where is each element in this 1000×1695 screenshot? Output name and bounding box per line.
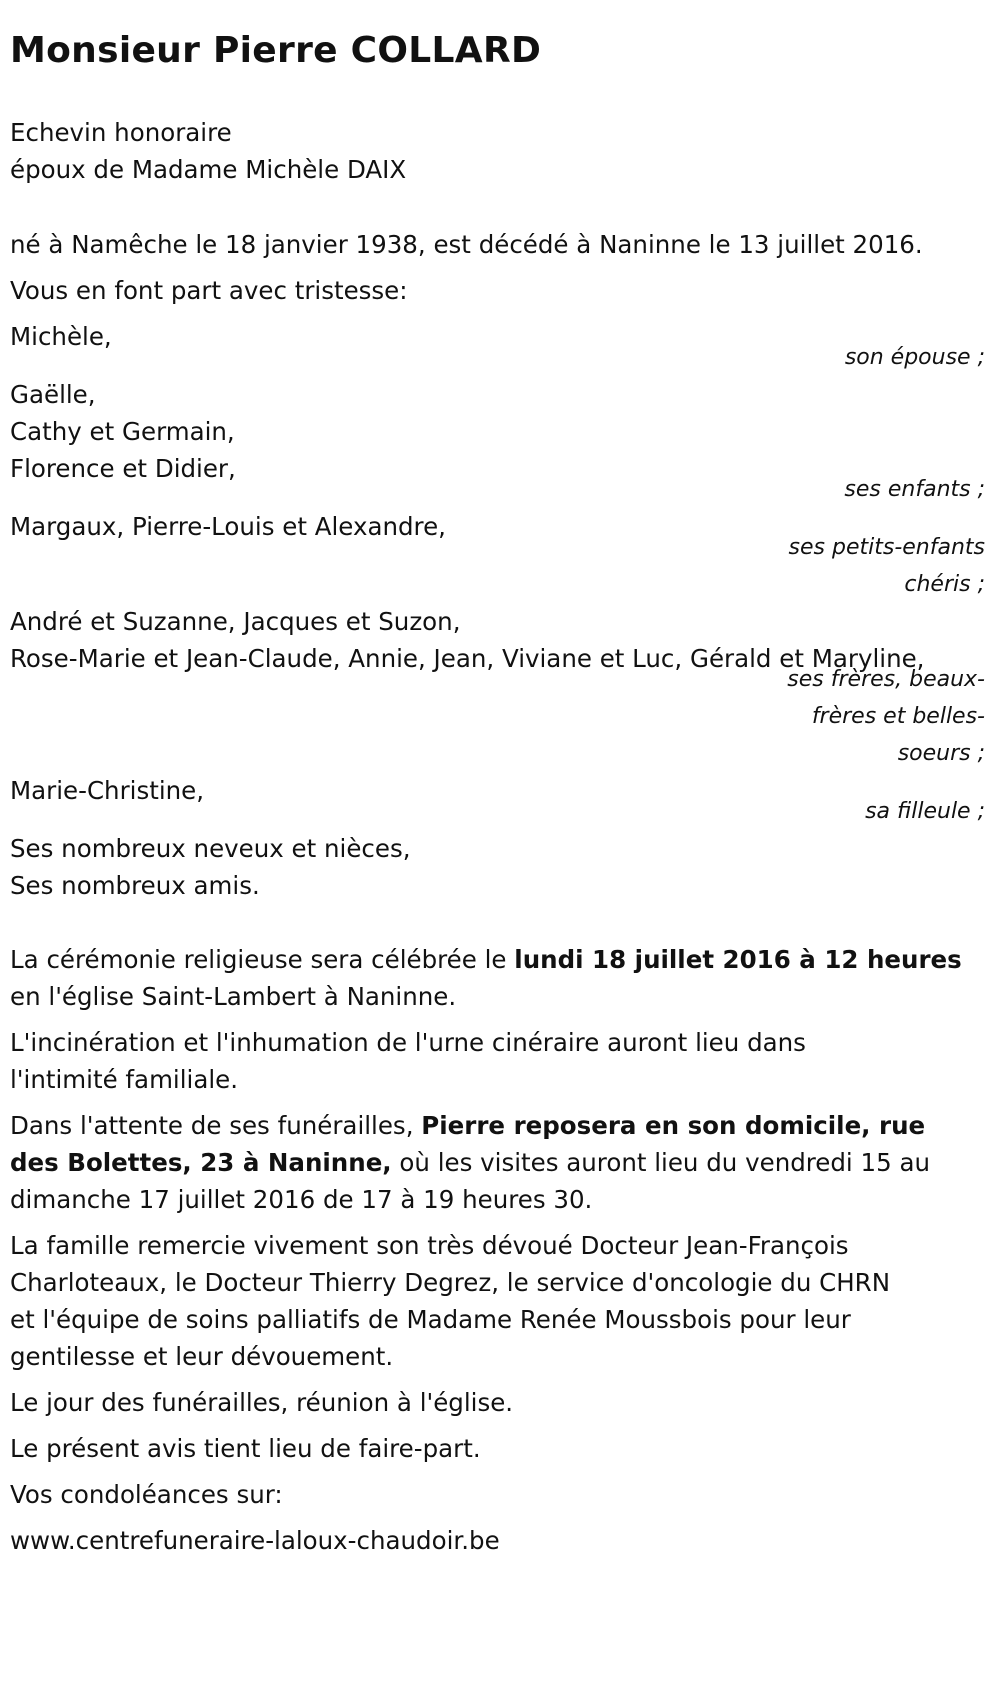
family-grandchildren-role: ses petits-enfants bbox=[788, 535, 985, 560]
thanks-line: Charloteaux, le Docteur Thierry Degrez, le service d'oncologie du CHRN bbox=[10, 1268, 891, 1297]
family-child: Florence et Didier, bbox=[10, 454, 236, 483]
page-title: Monsieur Pierre COLLARD bbox=[10, 30, 542, 71]
family-child: Gaëlle, bbox=[10, 380, 96, 409]
family-siblings: Rose-Marie et Jean-Claude, Annie, Jean, Viviane et Luc, Gérald et Maryline, bbox=[10, 644, 925, 673]
rest-line: des Bolettes, 23 à Naninne, où les visites auront lieu du vendredi 15 au bbox=[10, 1148, 931, 1177]
family-grandchildren: Margaux, Pierre-Louis et Alexandre, bbox=[10, 512, 446, 541]
family-siblings-role: frères et belles- bbox=[811, 704, 985, 729]
ceremony-line: La cérémonie religieuse sera célébrée le lundi 18 juillet 2016 à 12 heures bbox=[10, 945, 962, 974]
family-spouse-role: son épouse ; bbox=[844, 345, 985, 370]
cremation-line: L'incinération et l'inhumation de l'urne cinéraire auront lieu dans bbox=[10, 1028, 806, 1057]
meeting-line: Le jour des funérailles, réunion à l'église. bbox=[10, 1388, 514, 1417]
rest-line: dimanche 17 juillet 2016 de 17 à 19 heures 30. bbox=[10, 1185, 593, 1214]
thanks-line: La famille remercie vivement son très dévoué Docteur Jean-François bbox=[10, 1231, 849, 1260]
ceremony-date: lundi 18 juillet 2016 à 12 heures bbox=[514, 945, 962, 974]
family-siblings-role: soeurs ; bbox=[897, 741, 985, 766]
rest-line: Dans l'attente de ses funérailles, Pierre reposera en son domicile, rue bbox=[10, 1111, 926, 1140]
family-siblings-role: ses frères, beaux- bbox=[787, 667, 985, 692]
condolences-line: Vos condoléances sur: bbox=[10, 1480, 283, 1509]
family-children-role: ses enfants ; bbox=[844, 477, 985, 502]
ceremony-place: en l'église Saint-Lambert à Naninne. bbox=[10, 982, 457, 1011]
intro-title: Echevin honoraire bbox=[10, 118, 232, 147]
family-grandchildren-role: chéris ; bbox=[904, 572, 985, 597]
family-nephews: Ses nombreux neveux et nièces, bbox=[10, 834, 411, 863]
family-godchild-role: sa filleule ; bbox=[865, 799, 985, 824]
family-godchild: Marie-Christine, bbox=[10, 776, 205, 805]
family-child: Cathy et Germain, bbox=[10, 417, 235, 446]
notice-line: Le présent avis tient lieu de faire-part. bbox=[10, 1434, 481, 1463]
thanks-line: gentilesse et leur dévouement. bbox=[10, 1342, 394, 1371]
thanks-line: et l'équipe de soins palliatifs de Madame Renée Moussbois pour leur bbox=[10, 1305, 851, 1334]
birth-death-line: né à Namêche le 18 janvier 1938, est décédé à Naninne le 13 juillet 2016. bbox=[10, 230, 923, 259]
family-spouse: Michèle, bbox=[10, 322, 112, 351]
intro-spouse: époux de Madame Michèle DAIX bbox=[10, 155, 407, 184]
family-friends: Ses nombreux amis. bbox=[10, 871, 260, 900]
cremation-line: l'intimité familiale. bbox=[10, 1065, 239, 1094]
family-siblings: André et Suzanne, Jacques et Suzon, bbox=[10, 607, 461, 636]
announce-line: Vous en font part avec tristesse: bbox=[10, 276, 408, 305]
website-link[interactable]: www.centrefuneraire-laloux-chaudoir.be bbox=[10, 1526, 500, 1555]
